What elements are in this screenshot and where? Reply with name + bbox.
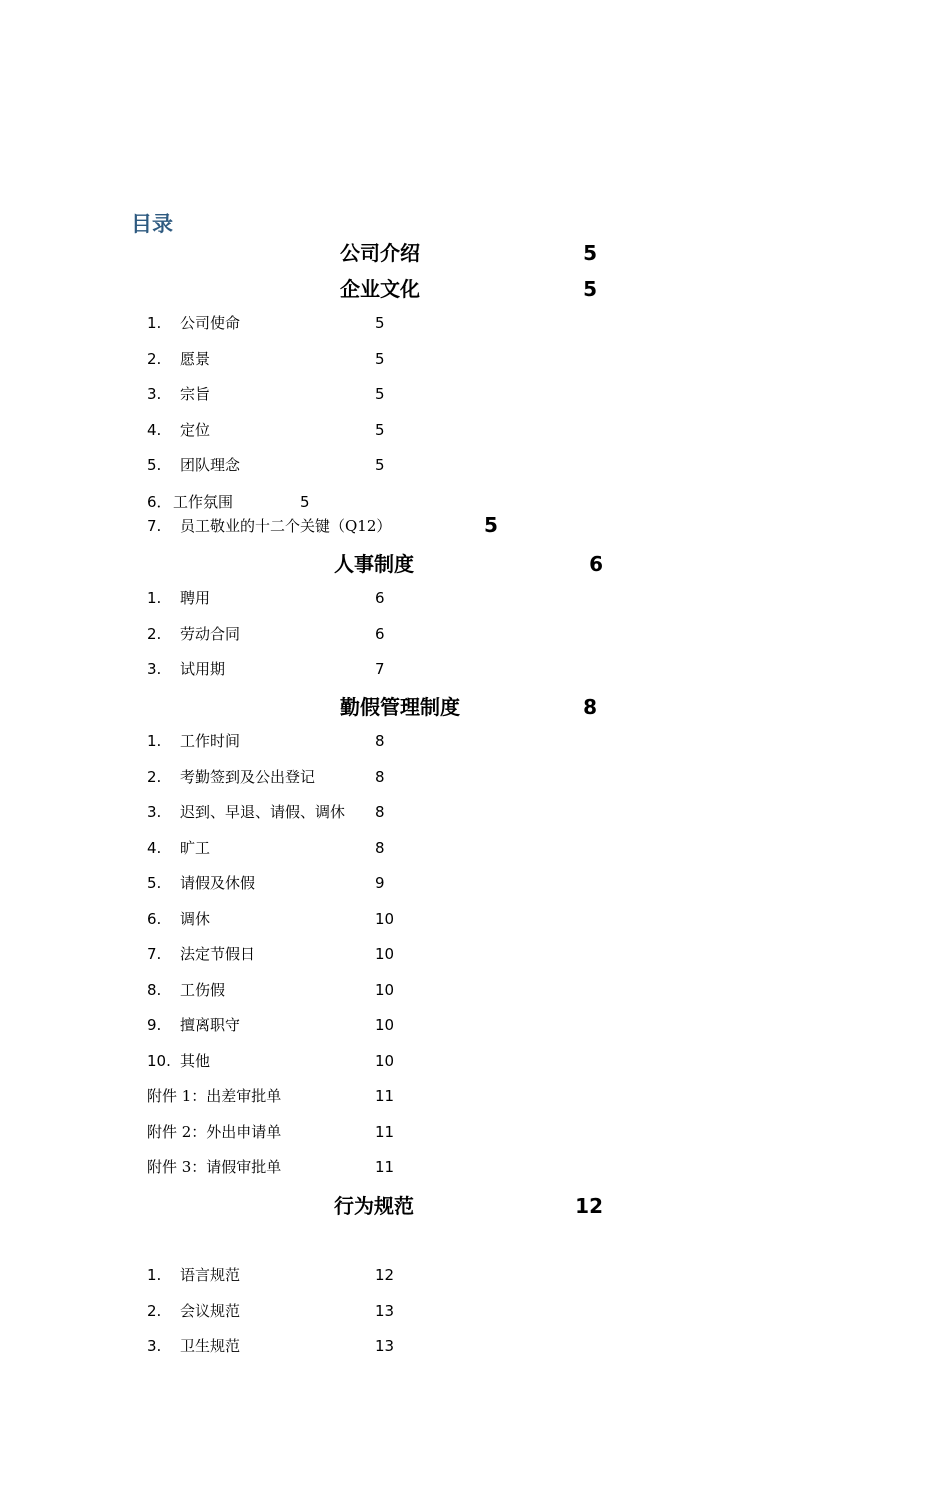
toc-item-page: 12	[375, 1266, 395, 1284]
toc-item-page: 5	[484, 513, 498, 537]
toc-item-label: 调休	[180, 909, 211, 928]
toc-item-label: 附件 3：请假审批单	[147, 1158, 282, 1176]
toc-item-number: 2.	[147, 624, 162, 643]
toc-item-label: 工作时间	[180, 732, 241, 750]
toc-item-label: 愿景	[180, 349, 211, 368]
section-page-number: 5	[583, 277, 597, 301]
toc-item-number: 5.	[147, 874, 162, 892]
toc-item-label: 擅离职守	[180, 1016, 241, 1034]
toc-item-number: 3.	[147, 385, 162, 403]
toc-item-number: 1.	[147, 732, 162, 750]
toc-item-label: 旷工	[180, 838, 211, 857]
toc-item-label: 团队理念	[180, 456, 241, 474]
section-page-number: 12	[575, 1194, 603, 1218]
toc-item-page: 8	[375, 838, 385, 857]
toc-item-label: 聘用	[180, 589, 211, 607]
toc-item-number: 5.	[147, 456, 162, 474]
section-page-number: 6	[589, 552, 603, 576]
section-page-number: 5	[583, 241, 597, 265]
toc-item-number: 2.	[147, 349, 162, 368]
toc-item-page: 8	[375, 767, 385, 786]
toc-item-label: 会议规范	[180, 1301, 241, 1320]
toc-item-label: 卫生规范	[180, 1337, 241, 1355]
toc-item-number: 1.	[147, 1266, 162, 1284]
section-title: 公司介绍	[340, 241, 420, 265]
toc-item-label: 考勤签到及公出登记	[180, 767, 316, 786]
toc-item-page: 7	[375, 660, 385, 678]
toc-item-number: 6.	[147, 909, 162, 928]
toc-item-number: 3.	[147, 803, 162, 821]
toc-item-number: 3.	[147, 660, 162, 678]
section-title: 勤假管理制度	[340, 695, 460, 719]
toc-item-page: 9	[375, 874, 385, 892]
section-title: 行为规范	[334, 1194, 414, 1218]
toc-item-label: 附件 2：外出申请单	[147, 1122, 282, 1141]
toc-item-page: 6	[375, 589, 385, 607]
toc-item-label: 工伤假	[180, 980, 226, 999]
toc-item-page: 10	[375, 1016, 395, 1034]
toc-item-page: 10	[375, 945, 395, 963]
toc-item-page: 5	[375, 385, 385, 403]
toc-item-number: 7.	[147, 517, 162, 535]
toc-item-page: 5	[300, 492, 310, 511]
toc-title: 目录	[131, 212, 173, 236]
toc-item-page: 8	[375, 732, 385, 750]
section-page-number: 8	[583, 695, 597, 719]
toc-item-number: 10.	[147, 1051, 171, 1070]
toc-item-label: 语言规范	[180, 1266, 241, 1284]
toc-item-label: 员工敬业的十二个关键（Q12）	[180, 517, 392, 535]
toc-item-number: 2.	[147, 1301, 162, 1320]
toc-item-label: 附件 1：出差审批单	[147, 1087, 282, 1105]
toc-item-number: 7.	[147, 945, 162, 963]
toc-item-number: 8.	[147, 980, 162, 999]
toc-item-page: 5	[375, 314, 385, 332]
toc-item-number: 3.	[147, 1337, 162, 1355]
toc-item-page: 11	[375, 1087, 395, 1105]
toc-item-number: 2.	[147, 767, 162, 786]
toc-item-label: 迟到、早退、请假、调休	[180, 803, 346, 821]
toc-item-label: 公司使命	[180, 314, 241, 332]
toc-item-page: 5	[375, 349, 385, 368]
toc-item-number: 4.	[147, 838, 162, 857]
toc-item-page: 5	[375, 420, 385, 439]
toc-item-page: 6	[375, 624, 385, 643]
toc-item-number: 4.	[147, 420, 162, 439]
toc-item-label: 定位	[180, 420, 211, 439]
toc-item-number: 1.	[147, 589, 162, 607]
toc-item-label: 法定节假日	[180, 945, 256, 963]
toc-item-page: 10	[375, 1051, 395, 1070]
toc-item-label: 请假及休假	[180, 874, 256, 892]
toc-item-number: 9.	[147, 1016, 162, 1034]
toc-item-page: 8	[375, 803, 385, 821]
toc-item-page: 5	[375, 456, 385, 474]
section-title: 企业文化	[340, 277, 420, 301]
toc-item-number: 1.	[147, 314, 162, 332]
toc-item-page: 10	[375, 909, 395, 928]
toc-item-label: 其他	[180, 1051, 211, 1070]
toc-item-page: 10	[375, 980, 395, 999]
toc-item-page: 13	[375, 1301, 395, 1320]
toc-item-label: 劳动合同	[180, 624, 241, 643]
toc-item-page: 13	[375, 1337, 395, 1355]
toc-item-label: 试用期	[180, 660, 226, 678]
toc-item-page: 11	[375, 1122, 395, 1141]
toc-item-number: 6．	[147, 492, 172, 511]
toc-item-label: 工作氛围	[173, 492, 234, 511]
toc-item-label: 宗旨	[180, 385, 211, 403]
section-title: 人事制度	[334, 552, 414, 576]
toc-item-page: 11	[375, 1158, 395, 1176]
